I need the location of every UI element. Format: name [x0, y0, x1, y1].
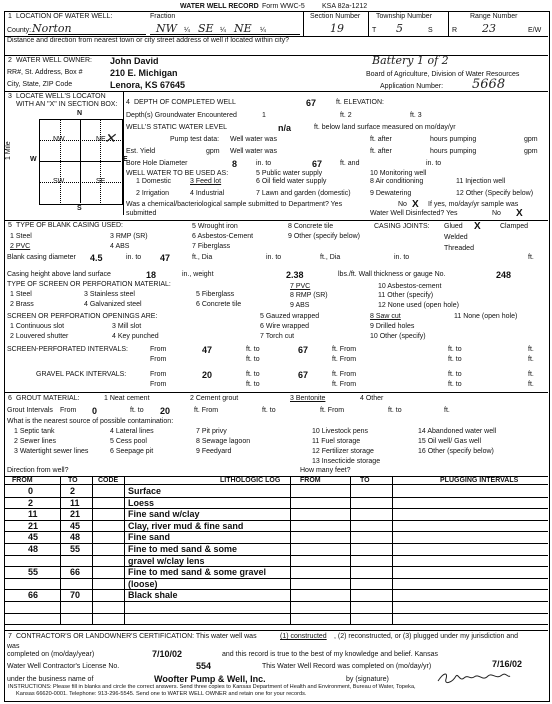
signature-scribble — [436, 670, 512, 686]
screen-10[interactable]: 10 Asbestos-cement — [378, 283, 442, 290]
casing-height-value[interactable]: 18 — [146, 270, 157, 280]
casing-5[interactable]: 5 Wrought iron — [192, 223, 238, 230]
screen-2[interactable]: 2 Brass — [10, 301, 34, 308]
log-cell-desc[interactable]: Black shale — [128, 590, 178, 601]
gpm-1: gpm — [524, 136, 538, 143]
casing-ft: ft. — [528, 254, 534, 261]
sp-from-label-2: From — [339, 346, 357, 353]
grout-from-label-3: From — [327, 407, 345, 414]
log-cell-from[interactable]: 45 — [28, 532, 39, 543]
business-label: under the business name of — [7, 676, 94, 683]
casing-in-to-2: in. to — [266, 254, 282, 261]
township-label: Township Number — [376, 13, 433, 20]
gp-from-label-2: From — [339, 371, 357, 378]
chemical-no-mark: X — [412, 199, 419, 210]
wall-thickness-label: lbs./ft. Wall thickness or gauge No. — [338, 271, 446, 278]
log-cell-to[interactable]: 66 — [70, 567, 81, 578]
fraction-q3[interactable]: NE — [234, 22, 252, 35]
fraction-label: Fraction — [150, 13, 176, 20]
record-completed-date[interactable]: 7/16/02 — [492, 659, 523, 669]
bore-in-to: in. to — [256, 160, 272, 167]
yield-label: Est. Yield — [126, 148, 156, 155]
sp-ft-from — [332, 346, 356, 354]
quadrant-se: SE — [96, 178, 106, 185]
use-8[interactable]: 8 Air conditioning — [370, 178, 424, 185]
depth-label: DEPTH OF COMPLETED WELL — [134, 99, 236, 106]
screen-material-label: TYPE OF SCREEN OR PERFORATION MATERIAL: — [7, 281, 171, 288]
casing-7[interactable]: 7 Fiberglass — [192, 243, 231, 250]
sp-ft-unit-2: ft. — [332, 356, 338, 363]
grout-to-value[interactable]: 20 — [160, 406, 171, 416]
sp-ft-to-3: ft. to — [246, 356, 260, 363]
screen-6[interactable]: 6 Concrete tile — [196, 301, 242, 308]
bore-ft-and: ft. and — [340, 160, 360, 167]
use-9[interactable]: 9 Dewatering — [370, 190, 412, 197]
opening-9[interactable]: 9 Drilled holes — [370, 323, 415, 330]
contam-10[interactable]: 10 Livestock pens — [312, 428, 369, 435]
log-cell-desc[interactable]: (loose) — [128, 578, 158, 589]
joint-glued[interactable]: Glued — [444, 223, 463, 230]
true-statement: and this record is true to the best of my knowledge and belief. Kansas — [222, 651, 438, 658]
casing-2[interactable]: 2 PVC — [10, 243, 31, 250]
section-number-label: Section Number — [310, 13, 361, 20]
bore-value[interactable]: 8 — [232, 159, 238, 169]
opening-5[interactable]: 5 Gauzed wrapped — [260, 313, 320, 320]
log-cell-from[interactable]: 0 — [28, 486, 34, 496]
application-number-label: Application Number: — [380, 83, 444, 90]
range-ew: E/W — [528, 27, 542, 34]
sp-ft-from-2 — [332, 356, 356, 364]
log-cell-to[interactable]: 11 — [70, 497, 80, 508]
disinfected-no-mark: X — [516, 208, 523, 219]
bore-in-to-2: in. to — [426, 160, 442, 167]
submitted-label: submitted — [126, 210, 157, 217]
grout-intervals-label: Grout Intervals — [7, 407, 53, 414]
grout-from-label: From — [60, 407, 77, 414]
opening-2[interactable]: 2 Louvered shutter — [10, 333, 69, 340]
use-4[interactable]: 4 Industrial — [190, 190, 225, 197]
sp-ft-end: ft. — [528, 346, 534, 353]
north-label: N — [77, 110, 83, 117]
grout-ft-to-2: ft. to — [262, 407, 276, 414]
sp-from-label-4: From — [339, 356, 357, 363]
county-label: County: — [7, 27, 32, 34]
gw-1: 1 — [262, 112, 266, 119]
log-header-3: LITHOLOGIC LOG — [220, 477, 281, 484]
section-6-number: 6 — [8, 395, 12, 402]
grout-ft-end: ft. — [444, 407, 450, 414]
screen-3[interactable]: 3 Stainless steel — [84, 291, 135, 298]
opening-10[interactable]: 10 Other (specify) — [370, 333, 426, 340]
use-11[interactable]: 11 Injection well — [456, 178, 506, 185]
completed-on-label: completed on (mo/day/year) — [7, 651, 95, 658]
contam-1[interactable]: 1 Septic tank — [14, 428, 55, 435]
gp-ft-from — [332, 371, 356, 379]
quarter-mark-2: ¼ — [220, 27, 226, 34]
sp-ft-end-2: ft. — [528, 356, 534, 363]
log-cell-from[interactable]: 48 — [28, 544, 39, 554]
signature-label: by (signature) — [346, 676, 389, 683]
sp-to-value[interactable]: 67 — [298, 345, 309, 355]
instructions-line-2: Kansas 66620-0001. Telephone: 913-296-5545. Send one to WATER WELL OWNER and retain one for your records. — [16, 691, 307, 697]
log-cell-to[interactable]: 70 — [70, 590, 81, 601]
casing-weight-value[interactable]: 2.38 — [286, 270, 304, 280]
grout-3[interactable]: 3 Bentonite — [290, 395, 326, 402]
disinfected-no[interactable]: No — [492, 210, 501, 217]
static-level-tail: ft. below land surface measured on mo/day/yr — [314, 124, 456, 131]
township-t: T — [372, 27, 377, 34]
casing-type-label: TYPE OF BLANK CASING USED: — [16, 222, 123, 229]
joint-clamped[interactable]: Clamped — [500, 223, 529, 230]
gauge-value[interactable]: 248 — [496, 270, 512, 280]
certification-label: CONTRACTOR'S OR LANDOWNER'S CERTIFICATION: This water well was — [16, 633, 257, 640]
ksa-reference: KSA 82a-1212 — [322, 3, 368, 10]
license-label: Water Well Contractor's License No. — [7, 663, 120, 670]
city-label: City, State, ZIP Code — [7, 81, 73, 88]
grout-ft-from-2 — [320, 407, 344, 415]
chemical-sample-label: Was a chemical/bacteriological sample submitted to Department? Yes — [126, 201, 343, 208]
casing-in-to: in. to — [126, 254, 142, 261]
if-yes-label: If yes, mo/day/yr sample was — [428, 201, 519, 208]
quarter-mark-1: ¼ — [184, 27, 190, 34]
use-10[interactable]: 10 Monitoring well — [370, 170, 427, 177]
casing-4[interactable]: 4 ABS — [110, 243, 130, 250]
sp-from-value[interactable]: 47 — [202, 345, 213, 355]
screen-1[interactable]: 1 Steel — [10, 291, 32, 298]
gp-ft-from-2 — [332, 381, 356, 389]
elevation-label: ft. ELEVATION: — [336, 99, 384, 106]
certification-rest: , (2) reconstructed, or (3) plugged under my jurisdiction and — [334, 633, 519, 640]
opening-4[interactable]: 4 Key punched — [112, 333, 159, 340]
contam-7[interactable]: 7 Pit privy — [196, 428, 227, 435]
groundwater-label: Depth(s) Groundwater Encountered — [126, 112, 237, 119]
bore-to-value[interactable]: 67 — [312, 159, 323, 169]
log-cell-desc[interactable]: Fine to med sand & some gravel — [128, 567, 267, 578]
south-label: S — [77, 205, 82, 212]
joint-welded[interactable]: Welded — [444, 234, 468, 241]
fraction-q2[interactable]: SE — [198, 22, 214, 35]
grout-1[interactable]: 1 Neat cement — [104, 395, 150, 402]
log-cell-to[interactable]: 2 — [70, 486, 76, 496]
casing-joints-label: CASING JOINTS: — [374, 223, 430, 230]
county-value[interactable]: Norton — [32, 22, 72, 35]
gp-from-label-4: From — [339, 381, 357, 388]
screen-11[interactable]: 11 Other (specify) — [378, 292, 434, 299]
fraction-q1[interactable]: NW — [156, 22, 177, 35]
application-number[interactable]: 5668 — [472, 77, 506, 92]
screen-12[interactable]: 12 None used (open hole) — [378, 302, 459, 309]
casing-8[interactable]: 8 Concrete tile — [288, 223, 334, 230]
yield-gpm: gpm — [206, 148, 220, 155]
screen-5[interactable]: 5 Fiberglass — [196, 291, 235, 298]
township-value[interactable]: 5 — [396, 22, 403, 35]
range-value[interactable]: 23 — [482, 22, 496, 35]
gpm-2: gpm — [524, 148, 538, 155]
contam-14[interactable]: 14 Abandoned water well — [418, 428, 497, 435]
use-12[interactable]: 12 Other (Specify below) — [456, 190, 534, 197]
depth-value[interactable]: 67 — [306, 98, 317, 108]
log-cell-from[interactable]: 21 — [28, 520, 39, 531]
contam-9[interactable]: 9 Feedyard — [196, 448, 232, 455]
casing-3[interactable]: 3 RMP (SR) — [110, 233, 148, 240]
opening-6[interactable]: 6 Wire wrapped — [260, 323, 310, 330]
quadrant-sw: SW — [53, 178, 65, 185]
casing-ft-dia-1: ft., Dia — [192, 254, 213, 261]
log-cell-desc[interactable]: Fine to med sand & some — [128, 544, 238, 554]
casing-in-to-3: in. to — [394, 254, 410, 261]
casing-diameter-label: Blank casing diameter — [7, 254, 76, 261]
grout-4[interactable]: 4 Other — [360, 395, 384, 402]
distance-label: Distance and direction from nearest town or city street address of well if located within city? — [7, 37, 290, 44]
form-title: WATER WELL RECORD — [180, 3, 259, 10]
section-7-number: 7 — [8, 633, 12, 640]
screen-8[interactable]: 8 RMP (SR) — [290, 292, 328, 299]
log-cell-desc[interactable]: Surface — [128, 486, 162, 496]
log-cell-to[interactable]: 45 — [70, 520, 81, 531]
pump-test-label: Pump test data: — [170, 136, 220, 143]
one-mile-label: 1 Mile — [5, 141, 12, 160]
log-cell-to[interactable]: 55 — [70, 544, 81, 554]
log-cell-from[interactable]: 55 — [28, 567, 39, 578]
business-name[interactable]: Woofter Pump & Well, Inc. — [154, 674, 266, 684]
log-header-0: FROM — [12, 477, 33, 484]
grout-ft-to-3: ft. to — [388, 407, 402, 414]
contam-11[interactable]: 11 Fuel storage — [312, 438, 361, 445]
use-6[interactable]: 6 Oil field water supply — [256, 178, 327, 185]
gp-ft-end: ft. — [528, 371, 534, 378]
hours-pumping-2: hours pumping — [430, 148, 477, 155]
joint-threaded[interactable]: Threaded — [444, 245, 474, 252]
log-cell-from[interactable]: 11 — [28, 509, 38, 520]
signature[interactable] — [436, 670, 512, 689]
section-1-number: 1 — [8, 13, 12, 20]
casing-height-label: Casing height above land surface — [7, 271, 111, 278]
log-cell-from[interactable]: 2 — [28, 497, 34, 508]
license-number[interactable]: 554 — [196, 661, 212, 671]
gp-ft-to-2: ft. to — [448, 371, 462, 378]
opening-1[interactable]: 1 Continuous slot — [10, 323, 65, 330]
log-cell-to[interactable]: 21 — [70, 509, 81, 520]
casing-1[interactable]: 1 Steel — [10, 233, 32, 240]
sp-from-label: From — [150, 346, 167, 353]
disinfected-label: Water Well Disinfected? Yes — [370, 210, 458, 217]
section-4-number: 4 — [126, 99, 130, 106]
screen-7[interactable]: 7 PVC — [290, 283, 311, 290]
log-cell-desc[interactable]: Loess — [128, 497, 155, 508]
contam-15[interactable]: 15 Oil well/ Gas well — [418, 438, 482, 445]
contam-2[interactable]: 2 Sewer lines — [14, 438, 57, 445]
gp-ft-to: ft. to — [246, 371, 260, 378]
owner-label: WATER WELL OWNER: — [16, 57, 92, 64]
gp-from-label-3: From — [150, 381, 167, 388]
contam-6[interactable]: 6 Seepage pit — [110, 448, 154, 455]
static-level-label: WELL'S STATIC WATER LEVEL — [126, 124, 228, 131]
gp-ft-unit: ft. — [332, 371, 338, 378]
screen-intervals-label: SCREEN-PERFORATED INTERVALS: — [7, 346, 128, 353]
contam-4[interactable]: 4 Lateral lines — [110, 428, 154, 435]
grout-from-label-2: From — [201, 407, 219, 414]
township-s: S — [428, 27, 433, 34]
use-1[interactable]: 1 Domestic — [136, 178, 172, 185]
section-number-value[interactable]: 19 — [330, 22, 344, 35]
location-label: LOCATION OF WATER WELL: — [16, 13, 113, 20]
openings-label: SCREEN OR PERFORATION OPENINGS ARE: — [7, 313, 158, 320]
bore-label: Bore Hole Diameter — [126, 160, 188, 167]
static-level-value[interactable]: n/a — [278, 123, 292, 133]
range-r: R — [452, 27, 458, 34]
well-water-was-2: Well water was — [230, 148, 277, 155]
was-label: was — [7, 643, 20, 650]
contamination-label: What is the nearest source of possible contamination: — [7, 418, 174, 425]
grout-ft-to: ft. to — [130, 407, 144, 414]
log-header-4: FROM — [300, 477, 321, 484]
form-number: Form WWC-5 — [262, 3, 305, 10]
log-cell-desc[interactable]: gravel w/clay lens — [128, 555, 205, 566]
gp-ft-unit-2: ft. — [332, 381, 338, 388]
sp-ft-to: ft. to — [246, 346, 260, 353]
grout-label: GROUT MATERIAL: — [16, 395, 80, 402]
hours-pumping-1: hours pumping — [430, 136, 477, 143]
battery-note: Battery 1 of 2 — [372, 54, 449, 67]
gp-ft-to-3: ft. to — [246, 381, 260, 388]
sp-ft-to-4: ft. to — [448, 356, 462, 363]
range-label: Range Number — [470, 13, 518, 20]
gw-2: ft. 2 — [340, 112, 352, 119]
contam-3[interactable]: 3 Watertight sewer lines — [14, 448, 89, 455]
casing-weight-label: in., weight — [182, 271, 214, 278]
west-label: W — [30, 156, 37, 163]
casing-9[interactable]: 9 Other (specify below) — [288, 233, 360, 240]
log-cell-desc[interactable]: Clay, river mud & fine sand — [128, 520, 244, 531]
quadrant-nw: NW — [53, 136, 65, 143]
log-cell-desc[interactable]: Fine sand — [128, 532, 171, 543]
contam-13[interactable]: 13 Insecticide storage — [312, 458, 381, 465]
use-3[interactable]: 3 Feed lot — [190, 178, 222, 185]
locate-label: LOCATE WELL'S LOCATON WITH AN "X" IN SECTION BOX: — [16, 93, 118, 108]
ft-after-2: ft. after — [370, 148, 392, 155]
screen-9[interactable]: 9 ABS — [290, 302, 310, 309]
log-header-5: TO — [360, 477, 370, 484]
screen-4[interactable]: 4 Galvanized steel — [84, 301, 142, 308]
contam-5[interactable]: 5 Cess pool — [110, 438, 147, 445]
form-frame — [4, 11, 550, 702]
grout-ft-unit: ft. — [194, 407, 200, 414]
joint-glued-mark: X — [474, 221, 481, 232]
contam-16[interactable]: 16 Other (specify below) — [418, 448, 494, 455]
record-completed-label: This Water Well Record was completed on (mo/day/yr) — [262, 663, 432, 670]
section-5-number: 5 — [8, 222, 12, 229]
use-2[interactable]: 2 Irrigation — [136, 190, 170, 197]
address-label: RR#, St. Address, Box # — [7, 69, 83, 76]
casing-ft-dia-2: ft., Dia — [320, 254, 341, 261]
sp-from-label-3: From — [150, 356, 167, 363]
owner-address[interactable]: 210 E. Michigan — [110, 68, 178, 78]
log-header-1: TO — [68, 477, 78, 484]
opening-7[interactable]: 7 Torch cut — [260, 333, 295, 340]
section-3-number: 3 — [8, 93, 12, 100]
grout-ft-from — [194, 407, 218, 415]
casing-6[interactable]: 6 Asbestos-Cement — [192, 233, 254, 240]
sp-ft-unit: ft. — [332, 346, 338, 353]
quadrant-ne: NE — [96, 136, 106, 143]
quarter-mark-3: ¼ — [260, 27, 266, 34]
gp-from-label: From — [150, 371, 167, 378]
owner-name[interactable]: John David — [110, 56, 159, 66]
grout-2[interactable]: 2 Cement grout — [190, 395, 239, 402]
contam-8[interactable]: 8 Sewage lagoon — [196, 438, 251, 445]
opening-11[interactable]: 11 None (open hole) — [454, 313, 518, 320]
east-label: E — [123, 156, 128, 163]
use-label: WELL WATER TO BE USED AS: — [126, 170, 229, 177]
certification-constructed[interactable]: (1) constructed — [280, 633, 327, 640]
owner-city[interactable]: Lenora, KS 67645 — [110, 80, 186, 90]
section-2-number: 2 — [8, 57, 12, 64]
log-header-6: PLUGGING INTERVALS — [440, 477, 519, 484]
log-cell-to[interactable]: 48 — [70, 532, 81, 543]
instructions-line-1: INSTRUCTIONS: Please fill in blanks and circle the correct answers. Send three copies to Kansas Department of Health and Environment, Bureau of Water, Topeka, — [8, 684, 416, 690]
completed-date[interactable]: 7/10/02 — [152, 649, 183, 659]
casing-to-value[interactable]: 47 — [160, 253, 171, 263]
opening-8[interactable]: 8 Saw cut — [370, 313, 401, 320]
grout-from-value[interactable]: 0 — [92, 406, 98, 416]
grout-ft-unit-2: ft. — [320, 407, 326, 414]
gp-to-value[interactable]: 67 — [298, 370, 309, 380]
direction-label: Direction from well? — [7, 467, 69, 474]
casing-diameter-value[interactable]: 4.5 — [90, 253, 103, 263]
log-header-2: CODE — [98, 477, 119, 484]
use-7[interactable]: 7 Lawn and garden (domestic) — [256, 190, 351, 197]
gw-3: ft. 3 — [410, 112, 422, 119]
opening-3[interactable]: 3 Mill slot — [112, 323, 142, 330]
gravel-pack-label: GRAVEL PACK INTERVALS: — [36, 371, 127, 378]
log-cell-desc[interactable]: Fine sand w/clay — [128, 509, 200, 520]
chemical-no[interactable]: No — [398, 201, 407, 208]
gp-ft-to-4: ft. to — [448, 381, 462, 388]
gp-from-value[interactable]: 20 — [202, 370, 213, 380]
contam-12[interactable]: 12 Fertilizer storage — [312, 448, 374, 455]
well-location-mark: ✕ — [104, 131, 116, 147]
board-label: Board of Agriculture, Division of Water Resources — [366, 71, 520, 78]
gp-ft-end-2: ft. — [528, 381, 534, 388]
ft-after-1: ft. after — [370, 136, 392, 143]
sp-ft-to-2: ft. to — [448, 346, 462, 353]
well-water-was-1: Well water was — [230, 136, 277, 143]
log-cell-from[interactable]: 66 — [28, 590, 39, 601]
how-many-feet-label: How many feet? — [300, 467, 351, 474]
use-5[interactable]: 5 Public water supply — [256, 170, 323, 177]
